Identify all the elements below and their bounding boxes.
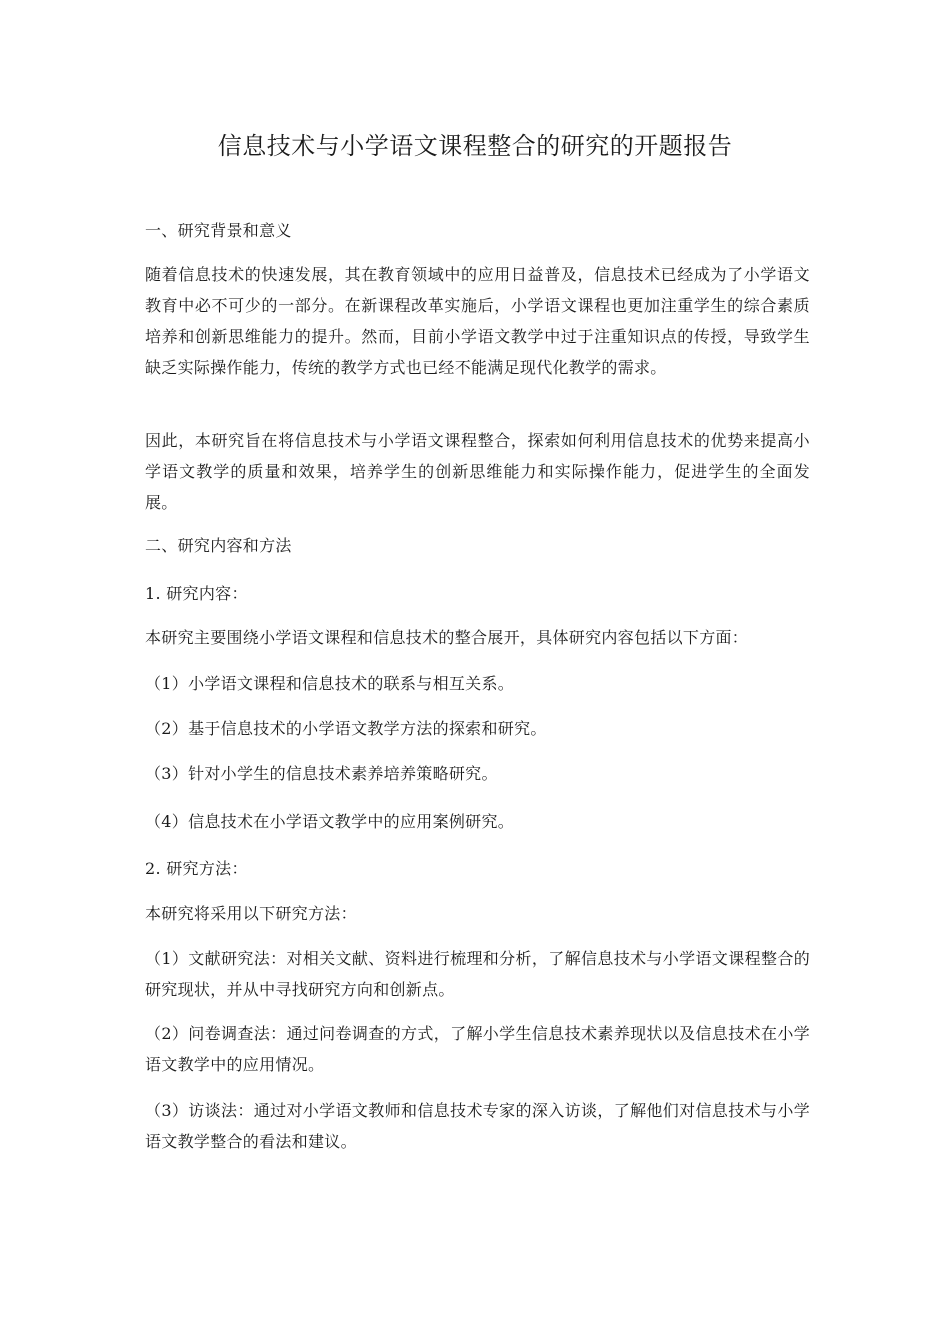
paragraph-methods-intro: 本研究将采用以下研究方法：: [145, 904, 357, 923]
subheading-research-methods: 2. 研究方法：: [145, 859, 248, 878]
list-item-content-3: （3）针对小学生的信息技术素养培养策略研究。: [145, 764, 498, 783]
section-heading-background: 一、研究背景和意义: [145, 221, 292, 240]
list-item-content-2: （2）基于信息技术的小学语文教学方法的探索和研究。: [145, 719, 547, 738]
section-heading-content-methods: 二、研究内容和方法: [145, 536, 292, 555]
list-item-method-3: （3）访谈法：通过对小学语文教师和信息技术专家的深入访谈，了解他们对信息技术与小学语文教学整合的看法和建议。: [145, 1101, 810, 1151]
list-item-method-2: （2）问卷调查法：通过问卷调查的方式，了解小学生信息技术素养现状以及信息技术在小学语文教学中的应用情况。: [145, 1024, 810, 1074]
paragraph-purpose: 因此，本研究旨在将信息技术与小学语文课程整合，探索如何利用信息技术的优势来提高小学语文教学的质量和效果，培养学生的创新思维能力和实际操作能力，促进学生的全面发展。: [145, 431, 810, 512]
paragraph-content-intro: 本研究主要围绕小学语文课程和信息技术的整合展开，具体研究内容包括以下方面：: [145, 628, 749, 647]
paragraph-background: 随着信息技术的快速发展，其在教育领域中的应用日益普及，信息技术已经成为了小学语文教育中必不可少的一部分。在新课程改革实施后，小学语文课程也更加注重学生的综合素质培养和创新思维能力的提升。然而，目前小学语文教学中过于注重知识点的传授，导致学生缺乏实际操作能力，传统的教学方式也已经不能满足现代化教学的需求。: [145, 265, 810, 377]
list-item-method-1: （1）文献研究法：对相关文献、资料进行梳理和分析，了解信息技术与小学语文课程整合的研究现状，并从中寻找研究方向和创新点。: [145, 949, 810, 999]
list-item-content-1: （1）小学语文课程和信息技术的联系与相互关系。: [145, 674, 515, 693]
document-title: 信息技术与小学语文课程整合的研究的开题报告: [217, 132, 733, 160]
list-item-content-4: （4）信息技术在小学语文教学中的应用案例研究。: [145, 812, 515, 831]
subheading-research-content: 1. 研究内容：: [145, 584, 248, 603]
